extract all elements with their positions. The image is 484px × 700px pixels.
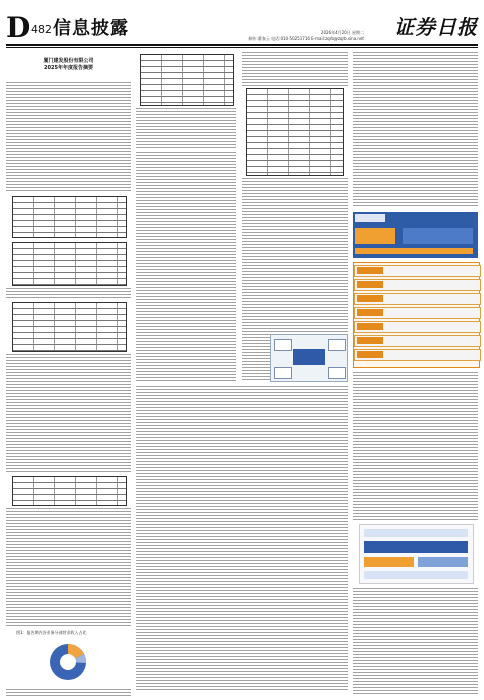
- column-2: [136, 52, 348, 696]
- promo-highlight: [355, 228, 395, 244]
- body-text: [242, 52, 348, 86]
- editor-line: 制作:董春云 电话:010-50251716 E-mail:zqrb@zqrb.sina.net: [248, 36, 364, 41]
- infographic-core: [293, 349, 325, 365]
- diagram-step: [364, 557, 414, 567]
- page-number: 482: [31, 23, 52, 36]
- body-text: [136, 108, 236, 148]
- promo-row: [354, 335, 481, 347]
- promo-highlight: [403, 228, 473, 244]
- promo-tag: [357, 323, 383, 330]
- infographic-node: [328, 339, 346, 351]
- data-table: [12, 242, 127, 286]
- process-diagram: [359, 524, 474, 584]
- body-text: [6, 354, 131, 472]
- newspaper-logo: 证券日报: [394, 15, 478, 39]
- pie-chart: [12, 637, 125, 687]
- data-table: [12, 476, 127, 506]
- company-name: 厦门建发股份有限公司: [43, 58, 94, 64]
- promo-row: [354, 279, 481, 291]
- data-table: [12, 302, 127, 352]
- body-text: [6, 508, 131, 628]
- body-text: [136, 152, 236, 382]
- data-table: [246, 88, 344, 176]
- promo-tag: [357, 351, 383, 358]
- data-table: [12, 196, 127, 238]
- promo-tag: [357, 337, 383, 344]
- body-text: [353, 372, 478, 520]
- report-title: 2025年年度报告摘要: [44, 65, 93, 71]
- promo-tag: [357, 267, 383, 274]
- body-text: [353, 52, 478, 208]
- infographic-node: [274, 339, 292, 351]
- business-infographic: [270, 334, 348, 382]
- promo-list: [353, 262, 480, 368]
- page-letter: D: [6, 11, 31, 44]
- body-text: [6, 82, 131, 192]
- promo-banner: [353, 212, 478, 258]
- promo-row: [354, 307, 481, 319]
- masthead-rule-thin: [6, 47, 478, 48]
- diagram-step: [418, 557, 468, 567]
- promo-row: [354, 349, 481, 361]
- promo-tag: [357, 295, 383, 302]
- body-text: [353, 588, 478, 696]
- promo-logo: [355, 214, 385, 222]
- body-text: [6, 288, 131, 298]
- masthead: [0, 0, 484, 46]
- column-3: [353, 52, 478, 696]
- diagram-step: [364, 571, 468, 579]
- promo-row: [354, 321, 481, 333]
- pie-chart-caption: 图1：报告期内各业务分部营业收入占比: [16, 630, 87, 635]
- promo-row: [354, 293, 481, 305]
- report-header-box: [6, 52, 131, 78]
- body-text: [136, 386, 348, 692]
- promo-row: [354, 265, 481, 277]
- column-1: [6, 52, 131, 696]
- promo-strip: [355, 248, 473, 254]
- pie-hole: [60, 654, 76, 670]
- diagram-step: [364, 541, 468, 553]
- promo-tag: [357, 309, 383, 316]
- diagram-step: [364, 529, 468, 537]
- masthead-rule: [6, 44, 478, 46]
- infographic-node: [274, 367, 292, 379]
- data-table: [140, 54, 234, 106]
- body-text: [6, 689, 131, 696]
- infographic-node: [328, 367, 346, 379]
- section-title: 信息披露: [53, 18, 129, 39]
- date-line: 2026年4月20日 星期二: [320, 30, 364, 35]
- promo-tag: [357, 281, 383, 288]
